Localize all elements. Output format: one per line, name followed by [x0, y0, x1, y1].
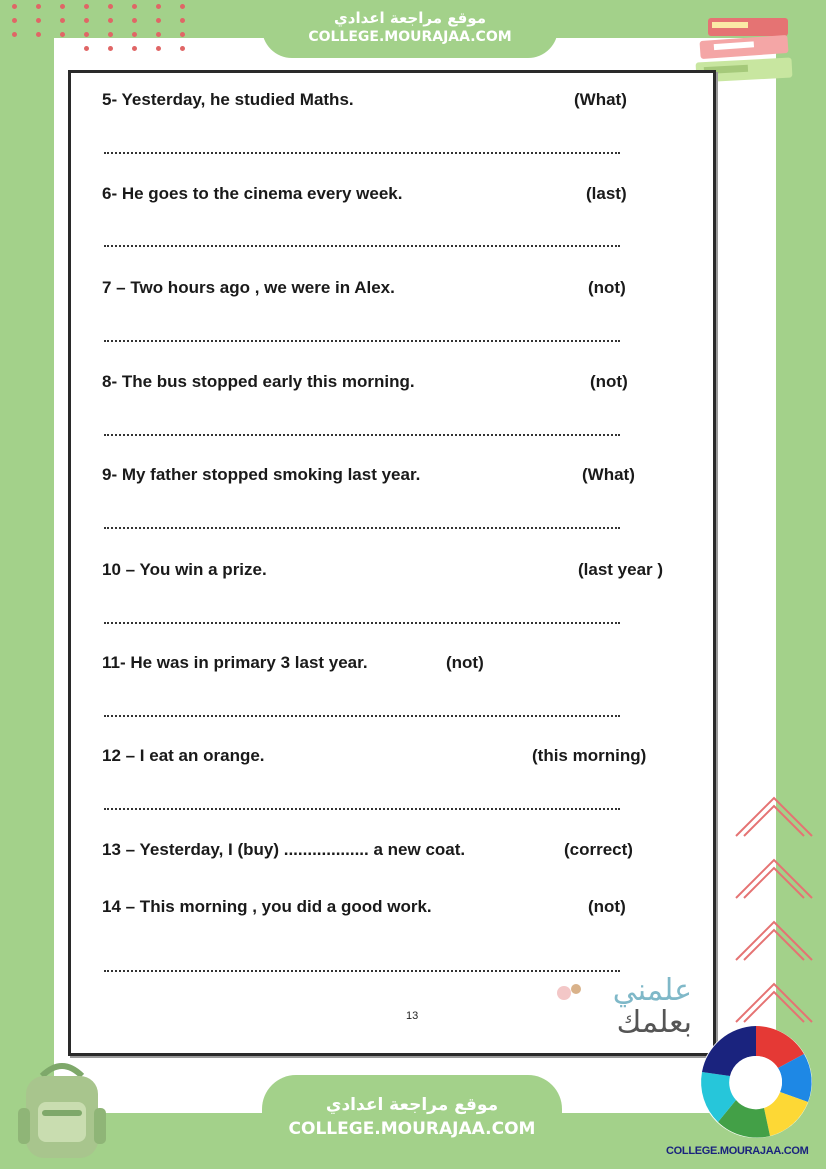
question-hint: (not) [588, 278, 626, 297]
logo-url[interactable]: COLLEGE.MOURAJAA.COM [666, 1145, 809, 1157]
decorative-dot [108, 32, 113, 37]
decorative-dot [108, 4, 113, 9]
header-site-name: موقع مراجعة اعدادي [334, 9, 486, 27]
logo-line1: علمني [612, 973, 692, 1008]
footer-site-name: موقع مراجعة اعدادي [325, 1095, 499, 1115]
question-hint: (not) [590, 372, 628, 391]
decorative-dot [156, 18, 161, 23]
footer-banner [262, 1075, 562, 1169]
question-text: 9- My father stopped smoking last year. [102, 465, 421, 484]
question-text: 6- He goes to the cinema every week. [102, 184, 403, 203]
answer-line[interactable] [104, 970, 620, 972]
decorative-dot [132, 4, 137, 9]
answer-line[interactable] [104, 808, 620, 810]
decorative-dot [84, 4, 89, 9]
question-text: 7 – Two hours ago , we were in Alex. [102, 278, 395, 297]
decorative-dot [108, 18, 113, 23]
decorative-dot [132, 32, 137, 37]
decorative-dot [132, 18, 137, 23]
decorative-dot [180, 32, 185, 37]
question-hint: (not) [446, 653, 484, 672]
decorative-dot [60, 32, 65, 37]
answer-line[interactable] [104, 434, 620, 436]
page-number: 13 [406, 1010, 419, 1022]
question-text: 12 – I eat an orange. [102, 746, 265, 765]
question-hint: (last year ) [578, 560, 664, 579]
answer-line[interactable] [104, 622, 620, 624]
question-hint: (What) [574, 90, 627, 109]
question-text: 10 – You win a prize. [102, 560, 267, 579]
chevron-decoration-icon [730, 790, 820, 1060]
header-site-url[interactable]: COLLEGE.MOURAJAA.COM [308, 29, 512, 45]
answer-line[interactable] [104, 527, 620, 529]
question-hint: (What) [582, 465, 635, 484]
answer-line[interactable] [104, 340, 620, 342]
decorative-dot [156, 4, 161, 9]
logo-line2: بعلمك [616, 1005, 692, 1040]
decorative-dot [156, 32, 161, 37]
answer-line[interactable] [104, 245, 620, 247]
decorative-dot [60, 18, 65, 23]
decorative-dot [84, 18, 89, 23]
footer-site-url[interactable]: COLLEGE.MOURAJAA.COM [288, 1119, 536, 1139]
decorative-dot [12, 4, 17, 9]
decorative-dot [36, 4, 41, 9]
decorative-dot [36, 32, 41, 37]
decorative-dot [84, 32, 89, 37]
decorative-dot [12, 32, 17, 37]
header-banner [262, 0, 558, 58]
question-hint: (this morning) [532, 746, 647, 765]
decorative-dot [180, 4, 185, 9]
decorative-dot [108, 46, 113, 51]
allimni-logo [548, 965, 698, 1043]
answer-line[interactable] [104, 152, 620, 154]
question-hint: (not) [588, 897, 626, 916]
decorative-dot [180, 46, 185, 51]
question-text: 11- He was in primary 3 last year. [102, 653, 368, 672]
backpack-icon [12, 1058, 112, 1163]
answer-line[interactable] [104, 715, 620, 717]
question-text: 5- Yesterday, he studied Maths. [102, 90, 354, 109]
question-text: 14 – This morning , you did a good work. [102, 897, 432, 916]
education-wheel-icon [694, 1022, 818, 1142]
question-hint: (correct) [564, 840, 633, 859]
decorative-dot [180, 18, 185, 23]
decorative-dot [36, 18, 41, 23]
decorative-dot [132, 46, 137, 51]
question-hint: (last) [586, 184, 627, 203]
question-text: 8- The bus stopped early this morning. [102, 372, 415, 391]
decorative-dot [156, 46, 161, 51]
decorative-dots [0, 0, 210, 56]
question-text: 13 – Yesterday, I (buy) .................. a new coat. [102, 840, 466, 859]
decorative-dot [60, 4, 65, 9]
decorative-dot [84, 46, 89, 51]
decorative-dot [12, 18, 17, 23]
